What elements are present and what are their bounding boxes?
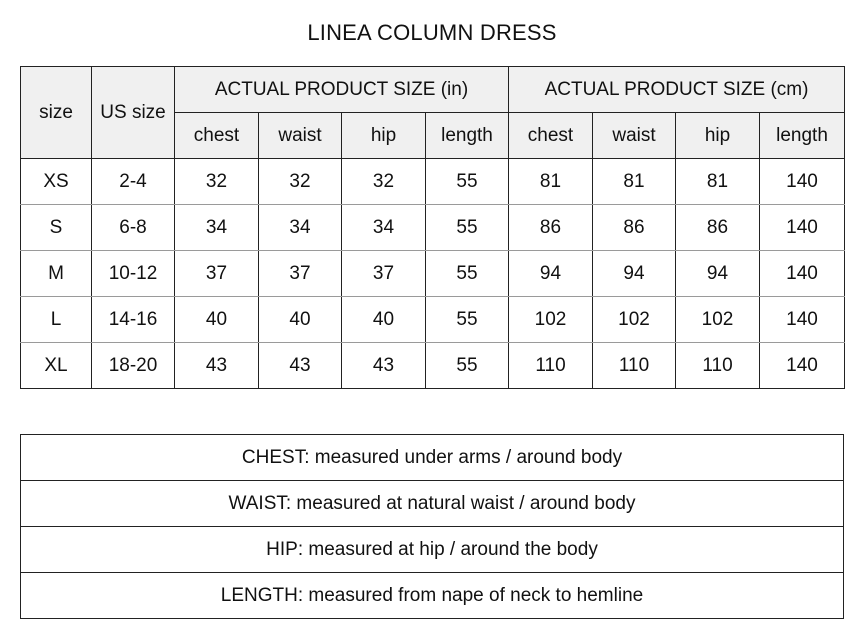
table-row	[21, 297, 845, 343]
table-header-row	[21, 67, 845, 113]
waist-cm-cell: 110	[593, 343, 676, 389]
length-cm-header: length	[760, 113, 845, 159]
hip-in-cell: 40	[342, 297, 426, 343]
size-chart-table	[20, 66, 845, 389]
waist-cm-cell: 81	[593, 159, 676, 205]
definition-row	[21, 527, 844, 573]
chest-in-cell: 43	[175, 343, 259, 389]
length-cm-cell: 140	[760, 343, 845, 389]
us-size-column-header: US size	[92, 67, 175, 159]
table-row	[21, 343, 845, 389]
size-cell: XS	[21, 159, 92, 205]
waist-in-cell: 32	[259, 159, 342, 205]
length-in-cell: 55	[426, 343, 509, 389]
length-cm-cell: 140	[760, 297, 845, 343]
chest-in-cell: 32	[175, 159, 259, 205]
size-cell: XL	[21, 343, 92, 389]
waist-cm-header: waist	[593, 113, 676, 159]
page-title: LINEA COLUMN DRESS	[307, 20, 557, 45]
size-cell: L	[21, 297, 92, 343]
table-row	[21, 205, 845, 251]
size-cell: S	[21, 205, 92, 251]
definition-row	[21, 435, 844, 481]
length-cm-cell: 140	[760, 251, 845, 297]
chest-definition: CHEST: measured under arms / around body	[21, 435, 844, 481]
chest-in-cell: 34	[175, 205, 259, 251]
hip-cm-cell: 94	[676, 251, 760, 297]
hip-cm-cell: 102	[676, 297, 760, 343]
waist-in-cell: 43	[259, 343, 342, 389]
us-size-cell: 10-12	[92, 251, 175, 297]
hip-cm-cell: 110	[676, 343, 760, 389]
hip-cm-cell: 81	[676, 159, 760, 205]
size-column-header: size	[21, 67, 92, 159]
chest-in-cell: 40	[175, 297, 259, 343]
hip-cm-cell: 86	[676, 205, 760, 251]
table-row	[21, 251, 845, 297]
chest-in-header: chest	[175, 113, 259, 159]
length-in-cell: 55	[426, 251, 509, 297]
hip-in-header: hip	[342, 113, 426, 159]
waist-cm-cell: 86	[593, 205, 676, 251]
cm-group-header: ACTUAL PRODUCT SIZE (cm)	[509, 67, 845, 113]
definition-row	[21, 481, 844, 527]
length-definition: LENGTH: measured from nape of neck to hemline	[21, 573, 844, 619]
table-row	[21, 159, 845, 205]
hip-in-cell: 43	[342, 343, 426, 389]
chest-cm-cell: 94	[509, 251, 593, 297]
waist-in-cell: 34	[259, 205, 342, 251]
us-size-cell: 18-20	[92, 343, 175, 389]
hip-in-cell: 34	[342, 205, 426, 251]
hip-cm-header: hip	[676, 113, 760, 159]
chest-cm-cell: 110	[509, 343, 593, 389]
waist-in-header: waist	[259, 113, 342, 159]
us-size-cell: 6-8	[92, 205, 175, 251]
size-cell: M	[21, 251, 92, 297]
hip-definition: HIP: measured at hip / around the body	[21, 527, 844, 573]
measurement-definitions-table	[20, 434, 844, 619]
length-in-cell: 55	[426, 297, 509, 343]
length-in-header: length	[426, 113, 509, 159]
waist-in-cell: 37	[259, 251, 342, 297]
hip-in-cell: 32	[342, 159, 426, 205]
chest-cm-cell: 102	[509, 297, 593, 343]
hip-in-cell: 37	[342, 251, 426, 297]
inches-group-header: ACTUAL PRODUCT SIZE (in)	[175, 67, 509, 113]
chest-cm-cell: 81	[509, 159, 593, 205]
us-size-cell: 2-4	[92, 159, 175, 205]
length-in-cell: 55	[426, 205, 509, 251]
us-size-cell: 14-16	[92, 297, 175, 343]
chest-cm-cell: 86	[509, 205, 593, 251]
length-cm-cell: 140	[760, 159, 845, 205]
waist-in-cell: 40	[259, 297, 342, 343]
chest-in-cell: 37	[175, 251, 259, 297]
definition-row	[21, 573, 844, 619]
waist-cm-cell: 94	[593, 251, 676, 297]
chest-cm-header: chest	[509, 113, 593, 159]
length-cm-cell: 140	[760, 205, 845, 251]
length-in-cell: 55	[426, 159, 509, 205]
waist-cm-cell: 102	[593, 297, 676, 343]
waist-definition: WAIST: measured at natural waist / around body	[21, 481, 844, 527]
